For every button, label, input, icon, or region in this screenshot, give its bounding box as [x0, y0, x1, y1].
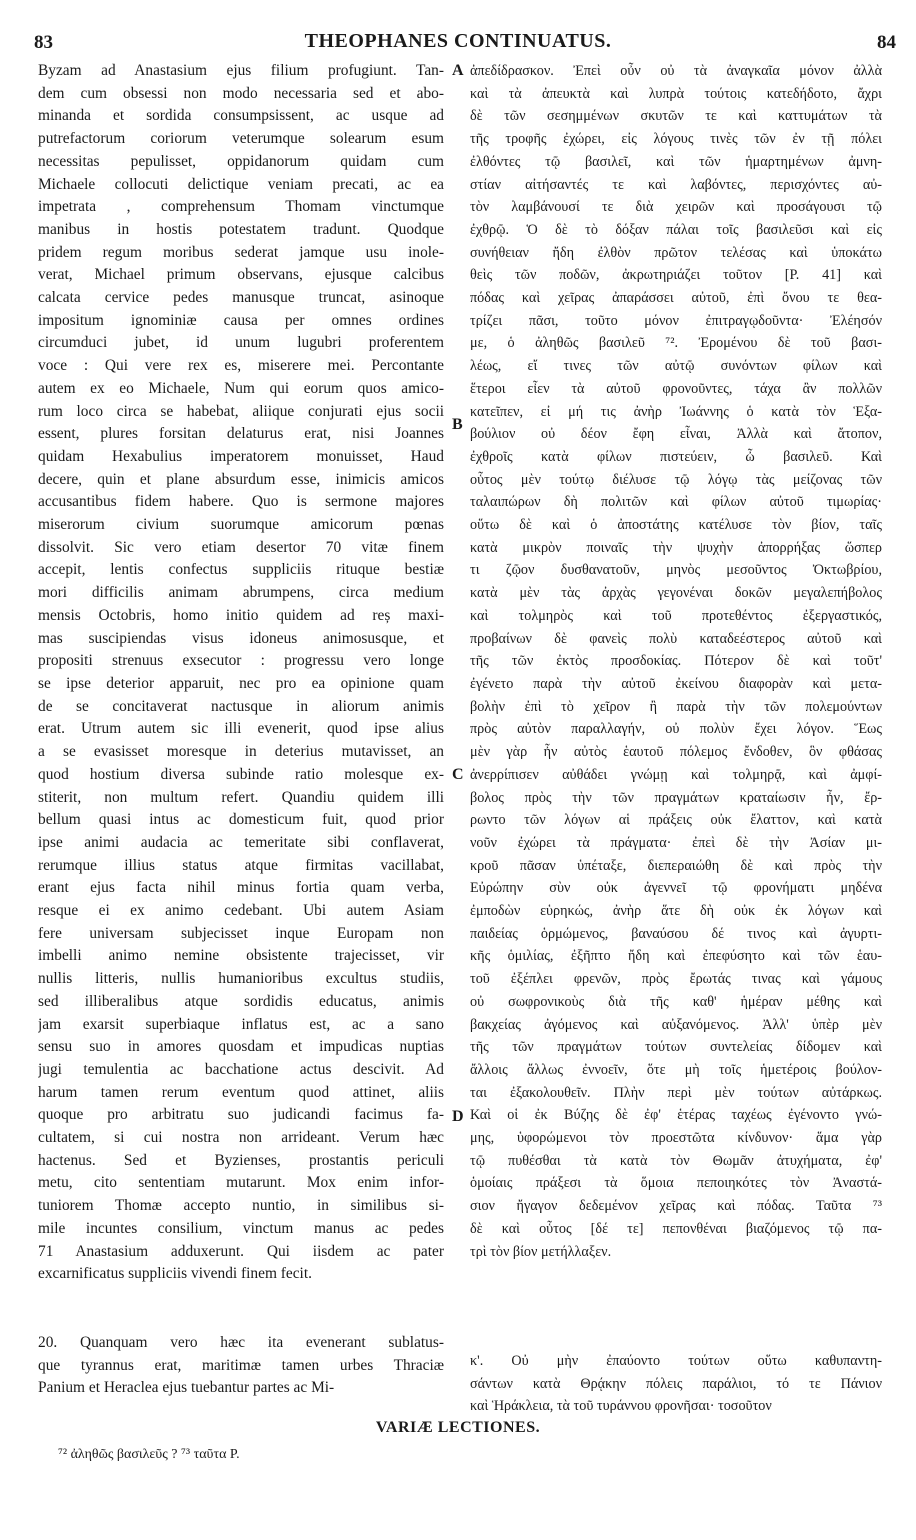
- greek-text-line: ἐμποδὼν εὑρηκώς, ἀνὴρ ἅτε δὴ οὐκ ἐκ λόγων καὶ: [470, 903, 882, 920]
- latin-text-line: hactenus. Sed et Byzienses, prostantis periculi: [38, 1151, 444, 1169]
- greek-text-line: ἕτεροι εἶεν τὰ αὐτοῦ φρονοῦντες, τάχα ἂν πολλῶν: [470, 380, 882, 397]
- greek-text-line: καὶ τὰ ἀπευκτὰ καὶ λυπρὰ τούτοις κατεδήδοτο, ἄχρι: [470, 85, 882, 102]
- latin-text-line: dem cum obsessi non modo necessaria sed et abo-: [38, 84, 444, 102]
- latin-text-line: impositum ignominiæ causa per omnes ordines: [38, 311, 444, 329]
- latin-text-line: jam exarsit superbiaque inflatus est, ac a sano: [38, 1015, 444, 1033]
- latin-text-line: pridem regum moribus sederat jamque usu inole-: [38, 243, 444, 261]
- greek-text-line: πόδας καὶ χεῖρας ἀπαράσσει αὐτοῦ, ἐπὶ ὄνου τε θεα-: [470, 290, 882, 307]
- latin-paragraph-20: [38, 1332, 444, 1400]
- greek-text-line: κατεῖπεν, εἰ μή τις ἀνὴρ Ἰωάννης ὁ κατὰ τὸν Ἑξα-: [470, 403, 882, 420]
- latin-text-line: accusantibus fidem habere. Quo is sermone majores: [38, 493, 444, 511]
- greek-text-line: κατὰ μικρὸν ποιναῖς τὴν ψυχὴν ἀπορρήξας ὥσπερ: [470, 539, 882, 556]
- greek-text-line: θεὶς τῶν ποδῶν, ἀκρωτηριάζει τοῦτον [P. 41] καὶ: [470, 267, 882, 284]
- greek-text-line: κ'. Οὐ μὴν ἐπαύοντο τούτων οὕτω καθυπαντη-: [470, 1353, 882, 1369]
- greek-text-line: καὶ Ἡράκλεια, τὰ τοῦ τυράννου φρονῆσαι· τοσοῦτον: [470, 1398, 772, 1415]
- latin-text-line: mas suscipiendas visus idoneus animosusque, et: [38, 629, 444, 647]
- greek-text-line: μης, ὑφορώμενοι τὸν προεστῶτα κίνδυνον· ἅμα γὰρ: [470, 1130, 882, 1147]
- latin-text-line: resque ei ex animo cedebant. Ubi autem Asiam: [38, 902, 444, 920]
- latin-text-line: Byzam ad Anastasium ejus filium profugiunt. Tan-: [38, 62, 444, 79]
- greek-text-line: ται ἐξακολουθεῖν. Πλὴν περὶ μὲν τούτων αὐτάρκως.: [470, 1084, 882, 1101]
- latin-text-line: erat. Utrum autem sic illi evenerit, quod ipse alius: [38, 720, 444, 738]
- page-number-left: 83: [34, 32, 53, 53]
- latin-text-line: cultatem, si cui nostra non arrideant. Verum hæc: [38, 1129, 444, 1147]
- greek-text-line: συνήθειαν ἤδη ἐλθὸν πρῶτον τελέσας καὶ ὑποκάτω: [470, 244, 882, 261]
- latin-text-line: bellum quasi intus ac domesticum fuit, quod prior: [38, 811, 444, 829]
- latin-text-line: stiterit, non multum refert. Quandiu quidem illi: [38, 788, 444, 806]
- latin-text-line: manibus in hostis potestatem tradunt. Quodque: [38, 220, 444, 238]
- latin-text-line: essent, plures forsitan delaturus erat, nisi Joannes: [38, 425, 444, 443]
- latin-text-line: miserorum civium suorumque amicorum pœnas: [38, 516, 444, 534]
- margin-letter-a: A: [452, 62, 464, 79]
- greek-text-line: τῆς τροφῆς ἐχώρει, εἰς λόγους τινὲς τῶν ἐν τῇ πόλει: [470, 131, 882, 148]
- greek-text-line: ρωντο τῶν λόγων αἱ πράξεις οὐκ ἔλαττον, καὶ κατὰ: [470, 812, 882, 829]
- margin-letter-d: D: [452, 1108, 464, 1125]
- greek-column: [470, 60, 882, 1263]
- latin-text-line: mile incuntes consilium, vinctum manus ac pedes: [38, 1219, 444, 1237]
- latin-text-line: dissolvit. Sic vero etiam desertor 70 vitæ finem: [38, 538, 444, 556]
- greek-text-line: ταλαιπώρων δὴ πολιτῶν καὶ φίλων αὐτοῦ τιμωρίας·: [470, 494, 882, 511]
- greek-text-line: πρὸς αὐτὸν παραλλαγήν, οὐ πολὺν ἔχει λόγον. Ἕως: [470, 721, 882, 738]
- greek-text-line: νοῦν ἐχώρει τὰ πράγματα· ἐπεὶ δὲ τὴν Ἀσίαν μι-: [470, 834, 882, 851]
- greek-text-line: λέως, εἴ τινες τῶν αὐτῷ συνόντων φίλων καὶ: [470, 358, 882, 375]
- greek-text-line: ἀνερρίπισεν αὐθάδει γνώμῃ καὶ τολμηρᾷ, καὶ ἀμφί-: [470, 766, 882, 783]
- latin-column: [38, 60, 444, 1286]
- footnotes: ⁷² ἀληθῶς βασιλεῦς ? ⁷³ ταῦτα P.: [58, 1447, 240, 1462]
- latin-text-line: que tyrannus erat, maritimæ tamen urbes Thraciæ: [38, 1356, 444, 1374]
- greek-text-line: δὲ τῶν σεσημμένων σκυτῶν τε καὶ καττυμάτων τὰ: [470, 108, 882, 125]
- greek-text-line: βολὴν ἐπὶ τὸ χεῖρον ἢ παρὰ τὴν τῶν πολεμούντων: [470, 698, 882, 715]
- latin-text-line: impetrata , comprehensum Thomam vinctumque: [38, 198, 444, 216]
- greek-text-line: ἐλθόντες τῷ βασιλεῖ, καὶ τῶν ἡμαρτημένων ἀμνη-: [470, 153, 882, 170]
- greek-text-line: τρίζει πᾶσι, τοῦτο μόνον ἐπιτραγῳδοῦντα· Ἐλέησόν: [470, 312, 882, 329]
- latin-text-line: tuniorem Thomæ accepto nuntio, in similibus si-: [38, 1197, 444, 1215]
- greek-text-line: βακχείας ἀγόμενος καὶ αὐξανόμενος. Ἀλλ' ὑπὲρ μὲν: [470, 1016, 882, 1033]
- greek-text-line: βολος πρὸς τὴν τῶν πραγμάτων κραταίωσιν ἦν, ἔρ-: [470, 789, 882, 806]
- greek-text-line: μὲν γὰρ ἦν αὐτὸς ἑαυτοῦ πόλεμος ἔνδοθεν, ὃν φθάσας: [470, 744, 882, 761]
- margin-letter-b: B: [452, 416, 463, 433]
- greek-text-line: κροῦ πᾶσαν ὑπέταξε, διεπεραιώθη δὲ καὶ πρὸς τὴν: [470, 857, 882, 874]
- greek-text-line: τοῦ ἐξέπλει φρενῶν, πρὸς ἔρωτάς τινας καὶ γάμους: [470, 971, 882, 988]
- greek-text-line: στίαν αἰτήσαντές τε καὶ λαβόντες, περισχόντες αὐ-: [470, 176, 882, 193]
- greek-text-line: τρὶ τὸν βίον μετήλλαξεν.: [470, 1243, 612, 1260]
- latin-text-line: imbelli animo nemine obsistente trajecisset, vir: [38, 947, 444, 965]
- greek-text-line: ἀπεδίδρασκον. Ἐπεὶ οὖν οὐ τὰ ἀναγκαῖα μόνον ἀλλὰ: [470, 63, 882, 79]
- latin-text-line: jugi temulentia ac bacchatione actus descivit. Ad: [38, 1060, 444, 1078]
- latin-text-line: erant ejus facta nihil minus fortia quam verba,: [38, 879, 444, 897]
- latin-text-line: sed illiberalibus atque sordidis educatus, animis: [38, 992, 444, 1010]
- greek-text-line: τῆς τῶν πραγμάτων τούτων συντελείας δίδομεν καὶ: [470, 1039, 882, 1056]
- greek-paragraph-20: [470, 1350, 882, 1418]
- greek-text-line: δὲ καὶ οὗτος [δέ τε] πεπονθέναι βιαζόμενος τῷ πα-: [470, 1220, 882, 1237]
- latin-text-line: verat, Michael primum observans, ejusque calcibus: [38, 266, 444, 284]
- latin-text-line: circumduci jubet, id unum lugubri proferentem: [38, 334, 444, 352]
- greek-text-line: τι ζῷον δυσθανατοῦν, μηνὸς μεσοῦντος Ὀκτωβρίου,: [470, 562, 882, 579]
- greek-text-line: Καὶ οἱ ἐκ Βύζης δὲ ἐφ' ἑτέρας ταχέως ἐγένοντο γνώ-: [470, 1107, 882, 1124]
- latin-text-line: autem ex eo Michaele, Num qui eorum quos amico-: [38, 379, 444, 397]
- latin-text-line: quoque pro arbitratu suo judicandi facimus fa-: [38, 1106, 444, 1124]
- latin-text-line: ipse animi audacia ac temeritate sibi conflaverat,: [38, 833, 444, 851]
- greek-text-line: ἐγένετο παρὰ τὴν αὐτοῦ ἐκείνου διαφορὰν καὶ μετα-: [470, 675, 882, 692]
- greek-text-line: καὶ τολμηρὸς καὶ τοῦ προτεθέντος ἐξεργαστικός,: [470, 607, 882, 624]
- greek-text-line: ἐχθρῷ. Ὁ δὲ τὸ δόξαν πάλαι τοῖς βασιλεῦσι καὶ εἰς: [470, 221, 882, 238]
- latin-text-line: mori difficilis animam abrumpens, circa medium: [38, 584, 444, 602]
- greek-text-line: κῆς ὁμιλίας, ἐξῆπτο ἤδη καὶ ἐπεφύσητο καὶ τῶν ἑαυ-: [470, 948, 882, 965]
- latin-text-line: necessitas pepulisset, oppidanorum quidam cum: [38, 152, 444, 170]
- greek-text-line: τῆς τῶν ἐκτὸς προσδοκίας. Πότερον δὲ καὶ τοῦτ': [470, 653, 882, 670]
- latin-text-line: minanda et sordida consumpsissent, ac usque ad: [38, 107, 444, 125]
- latin-text-line: fere universam subjecisset inque Europam non: [38, 924, 444, 942]
- greek-text-line: οὗτος μὲν τούτῳ διέλυσε τῷ λόγῳ τὰς μείζονας τῶν: [470, 471, 882, 488]
- latin-text-line: decere, quin et plane absurdum esse, inimicis amicos: [38, 470, 444, 488]
- greek-text-line: παιδείας ὁρμώμενος, βαναύσου δέ τινος καὶ ἀγυρτι-: [470, 925, 882, 942]
- latin-text-line: 71 Anastasium adduxerunt. Qui iisdem ac pater: [38, 1242, 444, 1260]
- latin-text-line: mensis Octobris, homo initio quidem ad reș maxi-: [38, 606, 444, 624]
- latin-text-line: quidam Hexabulius imperatorem monuisset, Haud: [38, 447, 444, 465]
- greek-text-line: Εὐρώπην σὺν οὐκ ἀγεννεῖ τῷ φρονήματι μηδένα: [470, 880, 882, 897]
- latin-text-line: a se evasisset moresque in deterius mutavisset, an: [38, 743, 444, 761]
- latin-text-line: 20. Quanquam vero hæc ita evenerant sublatus-: [38, 1334, 444, 1351]
- margin-letter-c: C: [452, 766, 464, 783]
- greek-text-line: σιον ἤγαγον δεδεμένον χεῖρας καὶ πόδας. Ταῦτα ⁷³: [470, 1198, 882, 1215]
- latin-text-line: rerumque illius status atque firmitas vacillabat,: [38, 856, 444, 874]
- latin-text-line: excarnificatus suppliciis vivendi finem fecit.: [38, 1265, 312, 1283]
- greek-text-line: οὐ σωφρονικοὺς διὰ τῆς καθ' ἡμέραν μέθης καὶ: [470, 993, 882, 1010]
- latin-text-line: harum tamen rerum eventum quod attinet, aliis: [38, 1083, 444, 1101]
- greek-text-line: τὸν λαμβάνουσί τε διὰ χειρῶν καὶ προσάγουσι τῷ: [470, 199, 882, 216]
- latin-text-line: voce : Qui vere rex es, miserere mei. Percontante: [38, 357, 444, 375]
- greek-text-line: ἄλλοις ἄλλως ἐννοεῖν, ὅτε μὴ τοῖς ἡμετέροις βούλον-: [470, 1061, 882, 1078]
- latin-text-line: sensu suo in amores quosdam et impudicas nuptias: [38, 1038, 444, 1056]
- greek-text-line: τῷ πυθέσθαι τὰ κατὰ τὸν Θωμᾶν ἀτυχήματα, ἐφ': [470, 1152, 882, 1169]
- latin-text-line: se ipse deterior apparuit, nec pro ea opinione quam: [38, 674, 444, 692]
- variae-lectiones-heading: VARIÆ LECTIONES.: [375, 1419, 541, 1436]
- latin-text-line: de se concitaverat nactusque in aliorum animis: [38, 697, 444, 715]
- greek-text-line: προβαίνων δὲ φανεὶς πολὺ καταδεέστερος αὐτοῦ καὶ: [470, 630, 882, 647]
- greek-text-line: ὁμοίαις πράξεσι τὰ ὅμοια πεποιηκότες τὸν Ἀναστά-: [470, 1175, 882, 1192]
- latin-text-line: metu, cito sententiam mutarunt. Mox enim infor-: [38, 1174, 444, 1192]
- latin-text-line: Panium et Heraclea ejus tuebantur partes ac Mi-: [38, 1379, 335, 1397]
- greek-text-line: βούλιον οὐ δέον ἔφη εἶναι, Ἀλλὰ καὶ ἄτοπον,: [470, 426, 882, 443]
- greek-text-line: ἐχθροῖς κατὰ φίλων πιστεύειν, ὦ βασιλεῦ. Καὶ: [470, 448, 882, 465]
- latin-text-line: rum loco circa se habebat, aliique conjurati ejus socii: [38, 402, 444, 420]
- greek-text-line: με, ὁ ἀληθῶς βασιλεῦ ⁷². Ἐρομένου δὲ τοῦ βασι-: [470, 335, 882, 352]
- latin-text-line: calcata cervice pedes manusque truncat, asinoque: [38, 289, 444, 307]
- latin-text-line: quod hostium diversa subinde ratio molesque ex-: [38, 765, 444, 783]
- latin-text-line: putrefactorum coriorum veterumque solearum esum: [38, 130, 444, 148]
- running-header: [20, 28, 896, 54]
- latin-text-line: Michaele collocuti delictique veniam precati, ac ea: [38, 175, 444, 193]
- page-number-right: 84: [877, 32, 896, 53]
- greek-text-line: οὕτω δὲ καὶ ὁ ἀποστάτης κατέλυσε τὸν βίον, ταῖς: [470, 517, 882, 534]
- greek-text-line: σάντων κατὰ Θρᾴκην πόλεις παράλιοι, τό τε Πάνιον: [470, 1375, 882, 1392]
- running-title: THEOPHANES CONTINUATUS.: [304, 30, 612, 52]
- greek-text-line: κατὰ μὲν τὰς ἀρχὰς γεγονέναι δοκῶν μεγαλεπήβολος: [470, 585, 882, 602]
- latin-text-line: propositi strenuus exsecutor : progressu vero longe: [38, 652, 444, 670]
- latin-text-line: accepit, lentis confectus suppliciis rituque bestiæ: [38, 561, 444, 579]
- latin-text-line: nullis litteris, nullis humanioribus excultus studiis,: [38, 970, 444, 988]
